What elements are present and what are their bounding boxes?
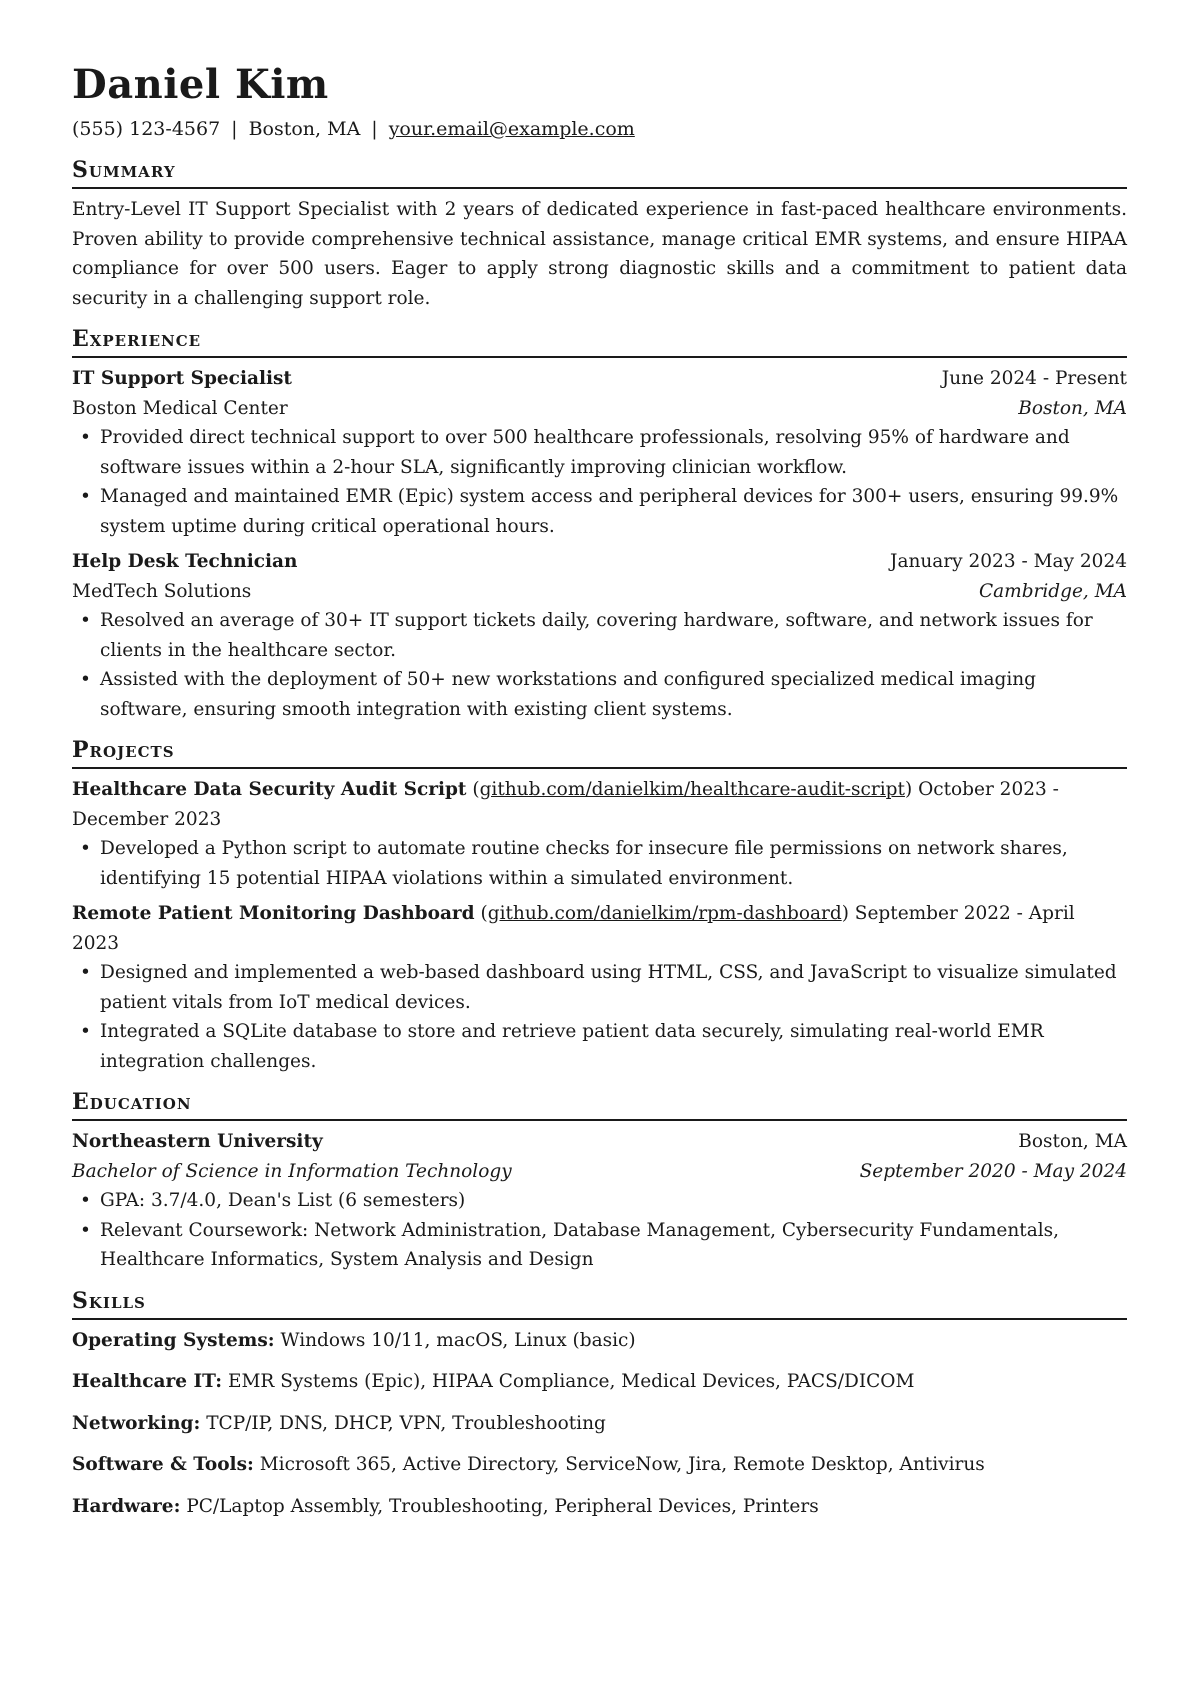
project-name: Healthcare Data Security Audit Script	[72, 779, 467, 800]
section-title: Projects	[72, 737, 175, 763]
list-item: • Managed and maintained EMR (Epic) system access and peripheral devices for 300+ users, ensuring 99.9% system uptime during critical operational hours.	[72, 482, 1127, 541]
section-divider	[72, 1318, 1127, 1320]
skill-label: Networking:	[72, 1412, 201, 1434]
phone: (555) 123-4567	[72, 118, 221, 140]
project-link[interactable]: github.com/danielkim/rpm-dashboard	[487, 903, 842, 924]
project-dates: September 2022 - April 2023	[72, 903, 1075, 954]
list-item: • Integrated a SQLite database to store and retrieve patient data securely, simulating real-world EMR integration challenges.	[72, 1017, 1127, 1076]
bullet-list	[72, 834, 1127, 893]
skill-label: Operating Systems:	[72, 1329, 275, 1351]
skills-section	[72, 1287, 1127, 1522]
section-title: Skills	[72, 1287, 146, 1314]
job-dates: June 2024 - Present	[941, 368, 1127, 389]
company-name: Boston Medical Center	[72, 397, 288, 419]
bullet-list	[72, 423, 1127, 541]
skills-list	[72, 1326, 1127, 1522]
location: Boston, MA	[248, 118, 361, 140]
skill-line	[72, 1367, 1127, 1397]
list-item: • Provided direct technical support to over 500 healthcare professionals, resolving 95% of hardware and software issues within a 2-hour SLA, significantly improving clinician workflow.	[72, 423, 1127, 482]
bullet-list	[72, 1186, 1127, 1275]
section-divider	[72, 767, 1127, 769]
education-entry	[72, 1127, 1127, 1275]
project-entry: Healthcare Data Security Audit Script (github.com/danielkim/healthcare-audit-script) October 2023 - December 2023 • Developed a Python script to automate routine checks for insecure file permissions on network shares, identifying 15 potential HIPAA violations within a simulated environment.	[72, 775, 1127, 893]
email-link[interactable]: your.email@example.com	[388, 118, 635, 140]
school-location: Boston, MA	[1018, 1131, 1127, 1152]
separator: |	[231, 118, 238, 140]
project-name: Remote Patient Monitoring Dashboard	[72, 903, 475, 924]
contact-line	[72, 114, 1127, 144]
skill-value: EMR Systems (Epic), HIPAA Compliance, Medical Devices, PACS/DICOM	[227, 1371, 915, 1392]
section-divider	[72, 356, 1127, 358]
job-location: Boston, MA	[1018, 397, 1127, 419]
skill-line	[72, 1492, 1127, 1522]
school-name: Northeastern University	[72, 1131, 323, 1152]
summary-section	[72, 156, 1127, 313]
bullet-list	[72, 958, 1127, 1076]
skill-label: Software & Tools:	[72, 1454, 254, 1475]
list-item: • Designed and implemented a web-based dashboard using HTML, CSS, and JavaScript to visualize simulated patient vitals from IoT medical devices.	[72, 958, 1127, 1017]
list-item: • GPA: 3.7/4.0, Dean's List (6 semesters)	[72, 1186, 1127, 1216]
section-divider	[72, 187, 1127, 189]
project-entry: Remote Patient Monitoring Dashboard (github.com/danielkim/rpm-dashboard) September 2022 - April 2023 • Designed and implemented a web-based dashboard using HTML, CSS, and JavaScript to visualize simulated patient vitals from IoT medical devices. • Integrated a SQLite database to store and retrieve patient data securely, simulating real-world EMR integration challenges.	[72, 899, 1127, 1076]
skill-label: Healthcare IT:	[72, 1371, 223, 1392]
list-item: • Resolved an average of 30+ IT support tickets daily, covering hardware, software, and network issues for clients in the healthcare sector.	[72, 606, 1127, 665]
resume-page	[72, 58, 1127, 1521]
project-link[interactable]: github.com/danielkim/healthcare-audit-script	[479, 779, 905, 800]
company-name: MedTech Solutions	[72, 580, 252, 602]
education-dates: September 2020 - May 2024	[859, 1160, 1127, 1182]
skill-value: Microsoft 365, Active Directory, ServiceNow, Jira, Remote Desktop, Antivirus	[259, 1454, 985, 1475]
job-title: Help Desk Technician	[72, 551, 298, 572]
skill-label: Hardware:	[72, 1495, 181, 1517]
skill-line	[72, 1450, 1127, 1480]
list-item: • Relevant Coursework: Network Administration, Database Management, Cybersecurity Fundamentals, Healthcare Informatics, System Analysis and Design	[72, 1216, 1127, 1275]
summary-text: Entry-Level IT Support Specialist with 2 years of dedicated experience in fast-paced healthcare environments. Proven ability to provide comprehensive technical assistance, manage critical EMR systems, and ensure HIPAA compliance for over 500 users. Eager to apply strong diagnostic skills and a commitment to patient data security in a challenging support role.	[72, 199, 1127, 309]
job-location: Cambridge, MA	[978, 580, 1127, 602]
projects-section	[72, 736, 1127, 1076]
project-dates: October 2023 - December 2023	[72, 779, 1059, 830]
section-title: Experience	[72, 326, 202, 352]
degree: Bachelor of Science in Information Technology	[72, 1160, 512, 1182]
candidate-name: Daniel Kim	[72, 61, 329, 108]
separator: |	[371, 118, 378, 140]
skill-line	[72, 1326, 1127, 1356]
list-item: • Assisted with the deployment of 50+ new workstations and configured specialized medical imaging software, ensuring smooth integration with existing client systems.	[72, 665, 1127, 724]
job-dates: January 2023 - May 2024	[890, 551, 1127, 572]
education-section	[72, 1088, 1127, 1275]
experience-section	[72, 325, 1127, 724]
skill-line	[72, 1409, 1127, 1439]
section-divider	[72, 1119, 1127, 1121]
bullet-list	[72, 606, 1127, 724]
experience-entry	[72, 547, 1127, 724]
experience-entry	[72, 364, 1127, 541]
skill-value: TCP/IP, DNS, DHCP, VPN, Troubleshooting	[206, 1412, 606, 1434]
list-item: • Developed a Python script to automate routine checks for insecure file permissions on network shares, identifying 15 potential HIPAA violations within a simulated environment.	[72, 834, 1127, 893]
skill-value: Windows 10/11, macOS, Linux (basic)	[280, 1329, 636, 1351]
section-title: Summary	[72, 157, 176, 183]
skill-value: PC/Laptop Assembly, Troubleshooting, Peripheral Devices, Printers	[186, 1495, 819, 1517]
section-title: Education	[72, 1089, 192, 1115]
job-title: IT Support Specialist	[72, 368, 292, 389]
